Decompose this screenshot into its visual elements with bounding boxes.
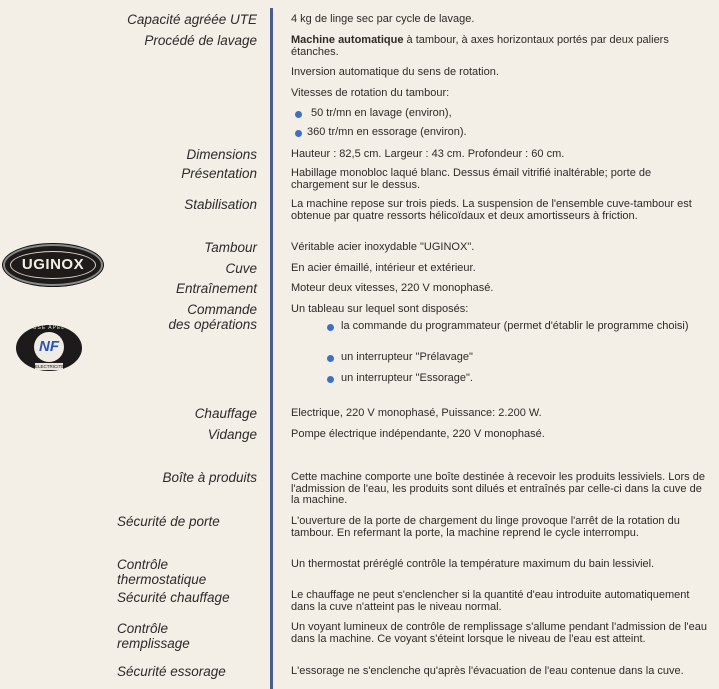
- text-boite-produits: Cette machine comporte une boîte destinée à recevoir les produits lessiviels. Lors de l'admission de l'eau, les produits sont dilués et entraînés par celle-ci dans la cuve de la machine.: [291, 471, 705, 506]
- text-inversion: Inversion automatique du sens de rotation.: [291, 66, 499, 78]
- bullet-dot: [295, 130, 302, 137]
- text-procede: [291, 35, 711, 58]
- text-commande: Un tableau sur lequel sont disposés:: [291, 303, 469, 315]
- text-vidange: Pompe électrique indépendante, 220 V monophasé.: [291, 428, 545, 440]
- label-vidange: Vidange: [207, 427, 257, 442]
- label-controle-thermo: Contrôle: [117, 557, 169, 572]
- bullet-programmateur: la commande du programmateur (permet d'établir le programme choisi): [341, 320, 689, 332]
- nf-logo-top-text: USE APEL: [32, 325, 66, 331]
- text-chauffage: Electrique, 220 V monophasé, Puissance: 2.200 W.: [291, 407, 542, 419]
- label-chauffage: Chauffage: [194, 406, 257, 421]
- nf-logo-mark: NF: [34, 332, 64, 362]
- label-securite-porte: Sécurité de porte: [117, 514, 220, 529]
- bullet-dot: [327, 355, 334, 362]
- label-cuve: Cuve: [225, 261, 257, 276]
- label-dimensions: Dimensions: [186, 147, 257, 162]
- text-capacite: 4 kg de linge sec par cycle de lavage.: [291, 13, 475, 25]
- label-securite-chauffage: Sécurité chauffage: [117, 590, 230, 605]
- vertical-divider: [270, 8, 273, 689]
- text-dimensions: Hauteur : 82,5 cm. Largeur : 43 cm. Profondeur : 60 cm.: [291, 148, 565, 160]
- text-vitesses: Vitesses de rotation du tambour:: [291, 87, 450, 99]
- text-cuve: En acier émaillé, intérieur et extérieur.: [291, 262, 476, 274]
- bullet-dot: [327, 324, 334, 331]
- bullet-interrupteur-essorage: un interrupteur "Essorage".: [341, 372, 473, 384]
- label-commande-2: des opérations: [168, 317, 257, 332]
- text-entrainement: Moteur deux vitesses, 220 V monophasé.: [291, 282, 494, 294]
- label-boite-produits: Boîte à produits: [162, 470, 257, 485]
- text-procede-rest: à tambour, à axes horizontaux portés par deux paliers étanches.: [291, 34, 669, 58]
- text-securite-chauffage: Le chauffage ne peut s'enclencher si la quantité d'eau introduite automatiquement dans la cuve n'atteint pas le niveau normal.: [291, 589, 690, 613]
- text-securite-porte: L'ouverture de la porte de chargement du linge provoque l'arrêt de la rotation du tambour. En refermant la porte, la machine reprend le cycle interrompu.: [291, 515, 680, 539]
- text-presentation: Habillage monobloc laqué blanc. Dessus émail vitrifié inaltérable; porte de chargement sur le dessus.: [291, 167, 652, 191]
- text-controle-remplissage: Un voyant lumineux de contrôle de remplissage s'allume pendant l'admission de l'eau dans la machine. Ce voyant s'éteint lorsque le niveau de l'eau est atteint.: [291, 621, 707, 645]
- label-controle-remplissage: Contrôle: [117, 621, 169, 636]
- nf-logo: [16, 325, 82, 371]
- label-controle-remplissage-2: remplissage: [117, 636, 190, 651]
- uginox-logo-text: UGINOX: [10, 251, 96, 279]
- bullet-dot: [295, 111, 302, 118]
- label-securite-essorage: Sécurité essorage: [117, 664, 226, 679]
- text-securite-essorage: L'essorage ne s'enclenche qu'après l'évacuation de l'eau contenue dans la cuve.: [291, 665, 684, 677]
- label-presentation: Présentation: [181, 166, 257, 181]
- bullet-lavage: 50 tr/mn en lavage (environ),: [311, 107, 452, 119]
- nf-logo-bottom-text: ELECTRICITE: [35, 364, 65, 369]
- text-tambour: Véritable acier inoxydable "UGINOX".: [291, 241, 475, 253]
- label-entrainement: Entraînement: [175, 281, 257, 296]
- uginox-logo: [3, 244, 103, 286]
- bullet-dot: [327, 376, 334, 383]
- bullet-prelavage: un interrupteur "Prélavage": [341, 351, 473, 363]
- label-tambour: Tambour: [204, 240, 257, 255]
- label-procede: Procédé de lavage: [144, 33, 257, 48]
- text-procede-bold: Machine automatique: [291, 34, 404, 46]
- text-stabilisation: La machine repose sur trois pieds. La suspension de l'ensemble cuve-tambour est obtenue par quatre ressorts hélicoïdaux et deux amortisseurs à friction.: [291, 198, 692, 222]
- bullet-essorage: 360 tr/mn en essorage (environ).: [307, 126, 467, 138]
- label-controle-thermo-2: thermostatique: [117, 572, 207, 587]
- label-capacite: Capacité agréée UTE: [127, 12, 257, 27]
- label-stabilisation: Stabilisation: [184, 197, 257, 212]
- label-commande: Commande: [187, 302, 257, 317]
- text-controle-thermo: Un thermostat préréglé contrôle la température maximum du bain lessiviel.: [291, 558, 655, 570]
